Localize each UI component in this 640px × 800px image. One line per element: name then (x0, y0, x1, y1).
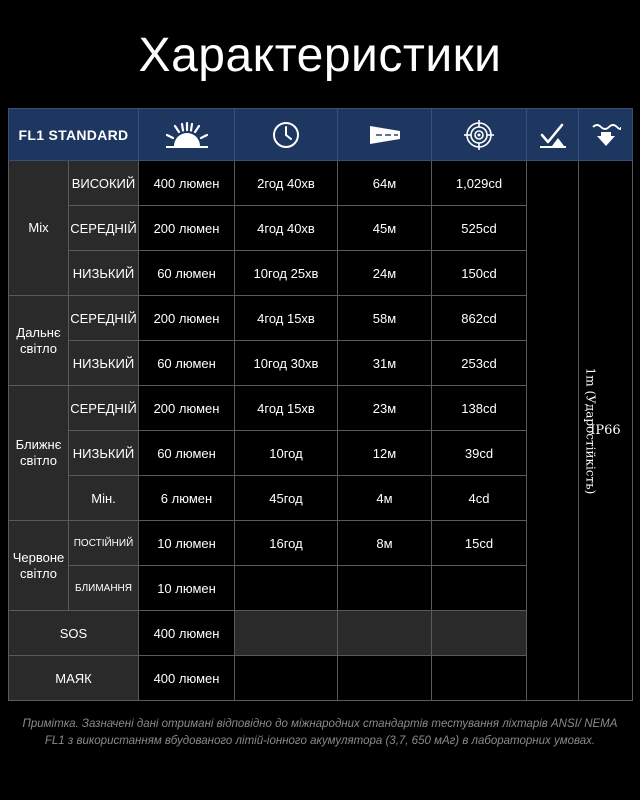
table-row (9, 161, 633, 206)
sun-lumens-icon (164, 120, 210, 150)
mode-cell: НИЗЬКИЙ (69, 251, 139, 296)
intensity-cell: 525cd (432, 206, 527, 251)
lumens-cell: 10 люмен (139, 521, 235, 566)
mode-cell: ПОСТІЙНИЙ (69, 521, 139, 566)
runtime-cell: 4год 40хв (235, 206, 338, 251)
table-header-row (9, 109, 633, 161)
mode-cell: Мін. (69, 476, 139, 521)
lumens-cell: 200 люмен (139, 296, 235, 341)
runtime-cell: 10год (235, 431, 338, 476)
runtime-cell: 45год (235, 476, 338, 521)
distance-cell: 31м (338, 341, 432, 386)
footnote: Примітка. Зазначені дані отримані відповідно до міжнародних стандартів тестування ліхтарів ANSI/ NEMA FL1 з використанням вбудованого літій-іонного акумулятора (3,7, 650 мАг) в лабораторних умовах. (22, 718, 618, 747)
empty-cell (338, 611, 432, 656)
impact-header (527, 109, 579, 161)
beam-distance-icon (368, 122, 402, 148)
distance-header (338, 109, 432, 161)
intensity-cell: 138cd (432, 386, 527, 431)
spec-table (8, 108, 633, 701)
empty-cell (338, 656, 432, 701)
water-resistance-icon (591, 120, 621, 150)
mode-cell: НИЗЬКИЙ (69, 341, 139, 386)
runtime-cell: 16год (235, 521, 338, 566)
lumens-cell: 200 люмен (139, 386, 235, 431)
distance-cell: 45м (338, 206, 432, 251)
group-mix: Mix (9, 161, 69, 296)
group-near-light: Ближнє світло (9, 386, 69, 521)
runtime-header (235, 109, 338, 161)
page-title: Характеристики (138, 29, 502, 82)
clock-icon (271, 120, 301, 150)
lumens-cell: 200 люмен (139, 206, 235, 251)
intensity-cell: 1,029cd (432, 161, 527, 206)
empty-cell (235, 656, 338, 701)
lumens-cell: 60 люмен (139, 341, 235, 386)
lumens-cell: 400 люмен (139, 611, 235, 656)
intensity-cell: 862cd (432, 296, 527, 341)
lumens-cell: 60 люмен (139, 251, 235, 296)
group-sos: SOS (9, 611, 139, 656)
intensity-cell: 150cd (432, 251, 527, 296)
distance-cell: 12м (338, 431, 432, 476)
model-name: FL1 STANDARD (9, 109, 139, 161)
runtime-cell: 10год 30хв (235, 341, 338, 386)
lumens-cell: 10 люмен (139, 566, 235, 611)
mode-cell: НИЗЬКИЙ (69, 431, 139, 476)
intensity-cell: 39cd (432, 431, 527, 476)
group-beacon: МАЯК (9, 656, 139, 701)
distance-cell: 23м (338, 386, 432, 431)
distance-cell: 58м (338, 296, 432, 341)
intensity-header (432, 109, 527, 161)
lumens-cell: 60 люмен (139, 431, 235, 476)
distance-cell: 24м (338, 251, 432, 296)
target-intensity-icon (463, 119, 495, 151)
mode-cell: БЛИМАННЯ (69, 566, 139, 611)
runtime-cell: 4год 15хв (235, 296, 338, 341)
lumens-cell: 400 люмен (139, 656, 235, 701)
mode-cell: СЕРЕДНІЙ (69, 386, 139, 431)
distance-cell: 8м (338, 521, 432, 566)
distance-cell: 4м (338, 476, 432, 521)
impact-resistance-icon (538, 120, 568, 150)
runtime-cell: 2год 40хв (235, 161, 338, 206)
impact-resistance-label: 1m (Ударостійкість) (583, 367, 598, 495)
empty-cell (432, 656, 527, 701)
intensity-cell: 4cd (432, 476, 527, 521)
ip-rating-label: IP66 (590, 423, 621, 438)
empty-cell (432, 566, 527, 611)
water-header (579, 109, 633, 161)
empty-cell (432, 611, 527, 656)
lumens-header (139, 109, 235, 161)
empty-cell (235, 566, 338, 611)
lumens-cell: 400 люмен (139, 161, 235, 206)
runtime-cell: 10год 25хв (235, 251, 338, 296)
intensity-cell: 253cd (432, 341, 527, 386)
runtime-cell: 4год 15хв (235, 386, 338, 431)
mode-cell: СЕРЕДНІЙ (69, 296, 139, 341)
group-far-light: Дальнє світло (9, 296, 69, 386)
lumens-cell: 6 люмен (139, 476, 235, 521)
mode-cell: СЕРЕДНІЙ (69, 206, 139, 251)
group-red-light: Червоне світло (9, 521, 69, 611)
distance-cell: 64м (338, 161, 432, 206)
empty-cell (338, 566, 432, 611)
empty-cell (235, 611, 338, 656)
mode-cell: ВИСОКИЙ (69, 161, 139, 206)
impact-resistance-cell (527, 161, 598, 701)
intensity-cell: 15cd (432, 521, 527, 566)
